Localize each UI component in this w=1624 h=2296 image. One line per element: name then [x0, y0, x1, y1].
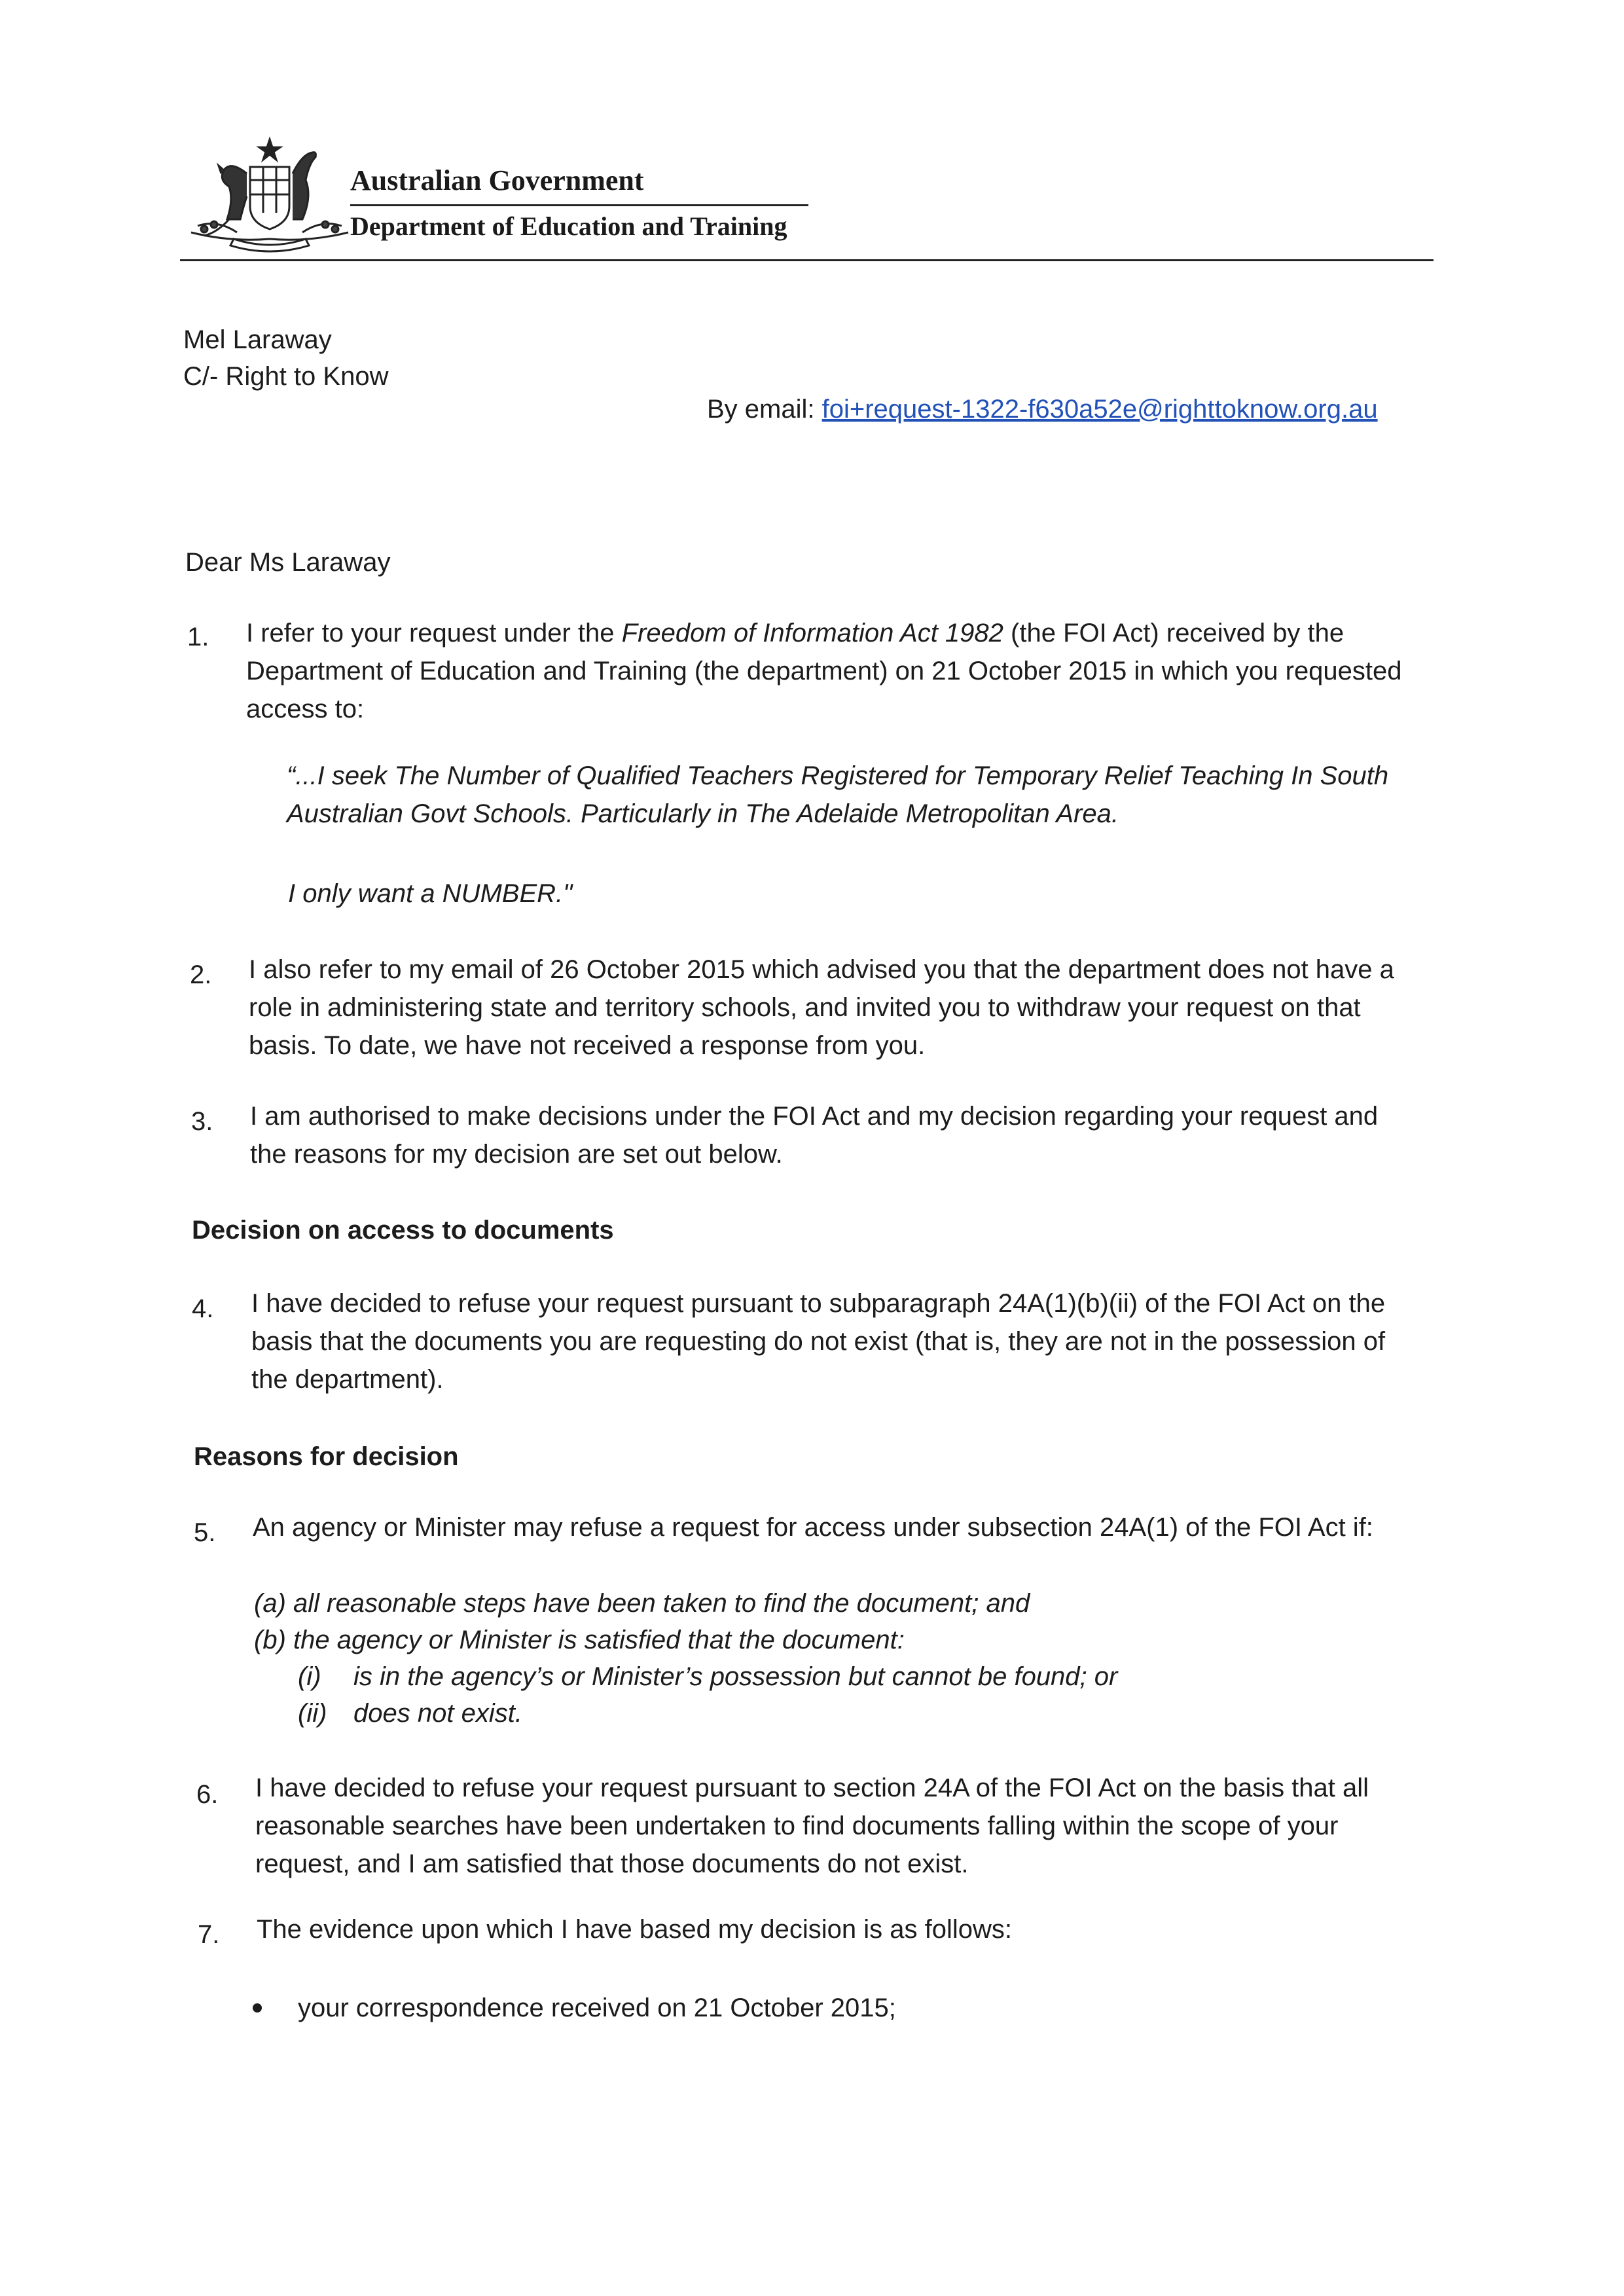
paragraph-5-number: 5. — [194, 1518, 216, 1547]
evidence-bullet-1: your correspondence received on 21 October 2015; — [298, 1994, 896, 2022]
criterion-i: is in the agency’s or Minister’s possession but cannot be found; or — [353, 1662, 1118, 1691]
email-prefix: By email: — [707, 395, 815, 424]
paragraph-1-text-b: (the FOI Act) received by the Department of Education and Training (the department) on 21 October 2015 in which you requested access to: — [246, 619, 1402, 723]
criterion-a: (a) all reasonable steps have been taken to find the document; and — [254, 1589, 1030, 1618]
header-rule — [180, 259, 1434, 261]
criterion-ii: does not exist. — [353, 1699, 522, 1728]
salutation: Dear Ms Laraway — [185, 548, 391, 577]
bullet-icon — [253, 2003, 262, 2013]
paragraph-7-number: 7. — [198, 1920, 220, 1949]
email-line — [707, 390, 1378, 428]
paragraph-6-number: 6. — [196, 1780, 219, 1809]
request-quote-tail: I only want a NUMBER." — [288, 879, 573, 908]
recipient-care-of: C/- Right to Know — [183, 362, 389, 391]
criterion-i-label: (i) — [298, 1662, 321, 1691]
coat-of-arms-icon — [178, 134, 361, 255]
criterion-ii-label: (ii) — [298, 1699, 327, 1728]
paragraph-1-text-a: I refer to your request under the — [246, 619, 622, 647]
paragraph-1-number: 1. — [187, 623, 209, 651]
paragraph-7: The evidence upon which I have based my decision is as follows: — [257, 1915, 1012, 1944]
act-name: Freedom of Information Act 1982 — [621, 619, 1003, 647]
paragraph-2: I also refer to my email of 26 October 2015 which advised you that the department does not have a role in administering state and territory schools, and invited you to withdraw your request on that basis. To date, we have not received a response from you. — [249, 955, 1394, 1060]
paragraph-3-number: 3. — [191, 1107, 213, 1136]
paragraph-6: I have decided to refuse your request pursuant to section 24A of the FOI Act on the basis that all reasonable searches have been undertaken to find documents falling within the scope of your request, and I am satisfied that those documents do not exist. — [255, 1774, 1369, 1878]
paragraph-5: An agency or Minister may refuse a request for access under subsection 24A(1) of the FOI Act if: — [253, 1513, 1373, 1542]
paragraph-4-number: 4. — [192, 1294, 214, 1323]
criterion-b: (b) the agency or Minister is satisfied that the document: — [254, 1626, 905, 1654]
recipient-name: Mel Laraway — [183, 325, 332, 354]
heading-decision: Decision on access to documents — [192, 1216, 614, 1245]
paragraph-2-number: 2. — [190, 960, 212, 989]
government-title: Australian Government — [350, 164, 644, 196]
request-quote: “...I seek The Number of Qualified Teachers Registered for Temporary Relief Teaching In South Australian Govt Schools. Particularly in The Adelaide Metropolitan Area. — [287, 761, 1389, 828]
department-title: Department of Education and Training — [350, 211, 787, 241]
paragraph-1 — [246, 614, 1424, 728]
recipient-email-link[interactable]: foi+request-1322-f630a52e@righttoknow.org.au — [821, 395, 1378, 424]
letterhead-divider — [350, 204, 808, 206]
heading-reasons: Reasons for decision — [194, 1442, 459, 1471]
paragraph-4: I have decided to refuse your request pursuant to subparagraph 24A(1)(b)(ii) of the FOI Act on the basis that the documents you are requesting do not exist (that is, they are not in the possession of the department). — [251, 1289, 1386, 1394]
paragraph-3: I am authorised to make decisions under the FOI Act and my decision regarding your request and the reasons for my decision are set out below. — [250, 1102, 1379, 1169]
